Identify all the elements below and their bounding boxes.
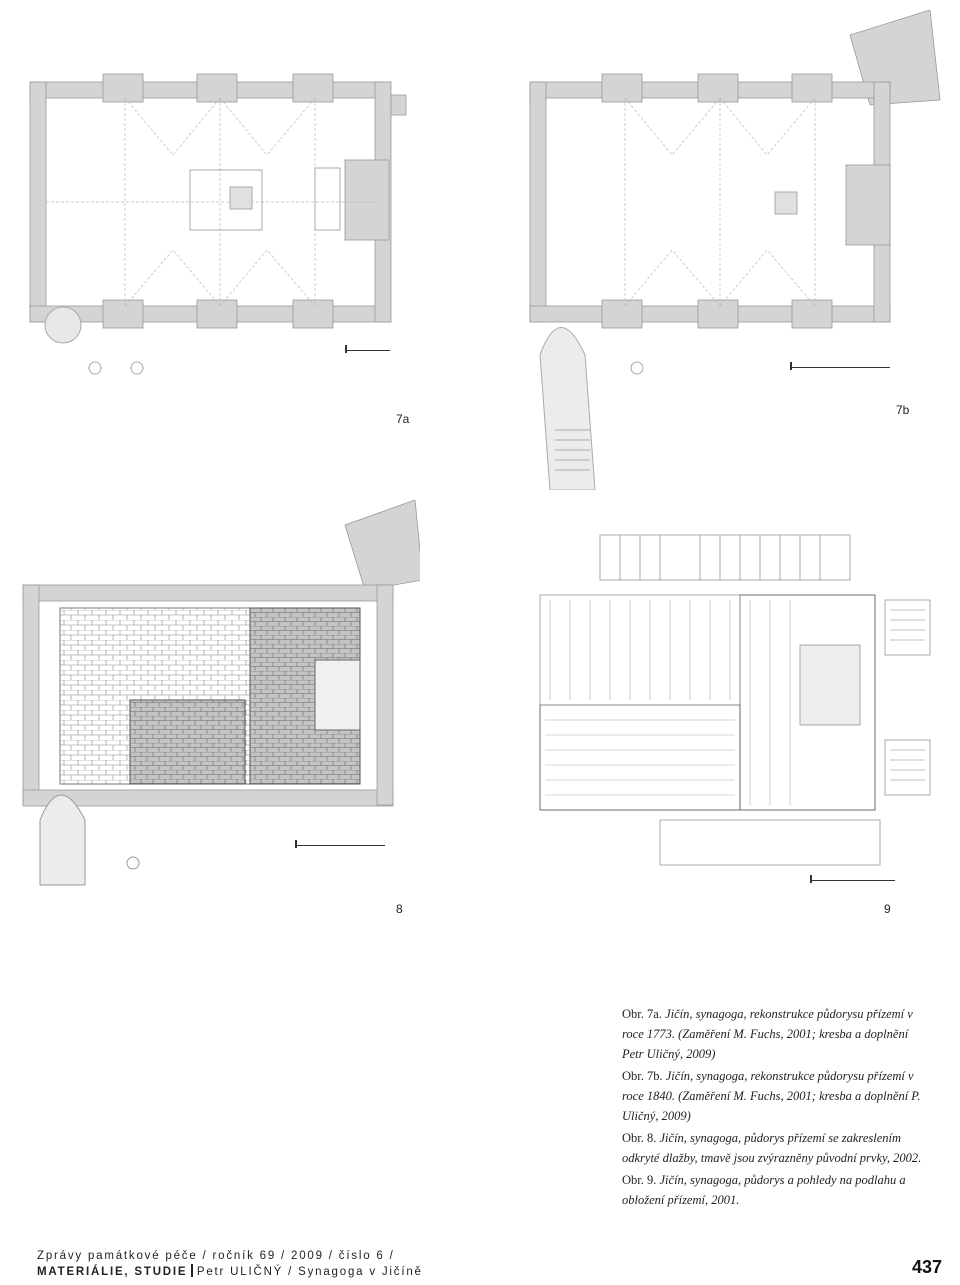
page-footer	[37, 1248, 423, 1280]
caption-9: Obr. 9. Jičín, synagoga, půdorys a pohledy na podlahu a obložení přízemí, 2001.	[622, 1173, 906, 1207]
figure-9-floor-elevations	[530, 530, 950, 895]
figure-7b-floor-plan	[510, 10, 950, 490]
footer-journal-line: Zprávy památkové péče / ročník 69 / 2009 / číslo 6 /	[37, 1250, 395, 1262]
figure-9-label: 9	[884, 902, 891, 916]
footer-section-line	[37, 1264, 423, 1280]
figure-7a-label: 7a	[396, 412, 410, 426]
footer-section: MATERIÁLIE, STUDIE	[37, 1266, 188, 1278]
page-number: 437	[911, 1257, 942, 1277]
caption-7b: Obr. 7b. Jičín, synagoga, rekonstrukce půdorysu přízemí v roce 1840. (Zaměření M. Fuchs, 2001; kresba a doplnění P. Uličný, 2009)	[622, 1069, 921, 1123]
caption-8: Obr. 8. Jičín, synagoga, půdorys přízemí se zakreslením odkryté dlažby, tmavě jsou zvýrazněny původní prvky, 2002.	[622, 1131, 922, 1165]
footer-separator	[191, 1264, 193, 1277]
figure-7a-floor-plan	[25, 60, 425, 400]
caption-7a: Obr. 7a. Jičín, synagoga, rekonstrukce půdorysu přízemí v roce 1773. (Zaměření M. Fuchs, 2001; kresba a doplnění Petr Uličný, 2009)	[622, 1007, 913, 1061]
figure-captions	[622, 1004, 922, 1212]
figure-8-paving-plan	[15, 500, 420, 895]
figure-7b-label: 7b	[896, 403, 910, 417]
figure-8-label: 8	[396, 902, 403, 916]
footer-author-title: Petr ULIČNÝ / Synagoga v Jičíně	[196, 1266, 423, 1278]
